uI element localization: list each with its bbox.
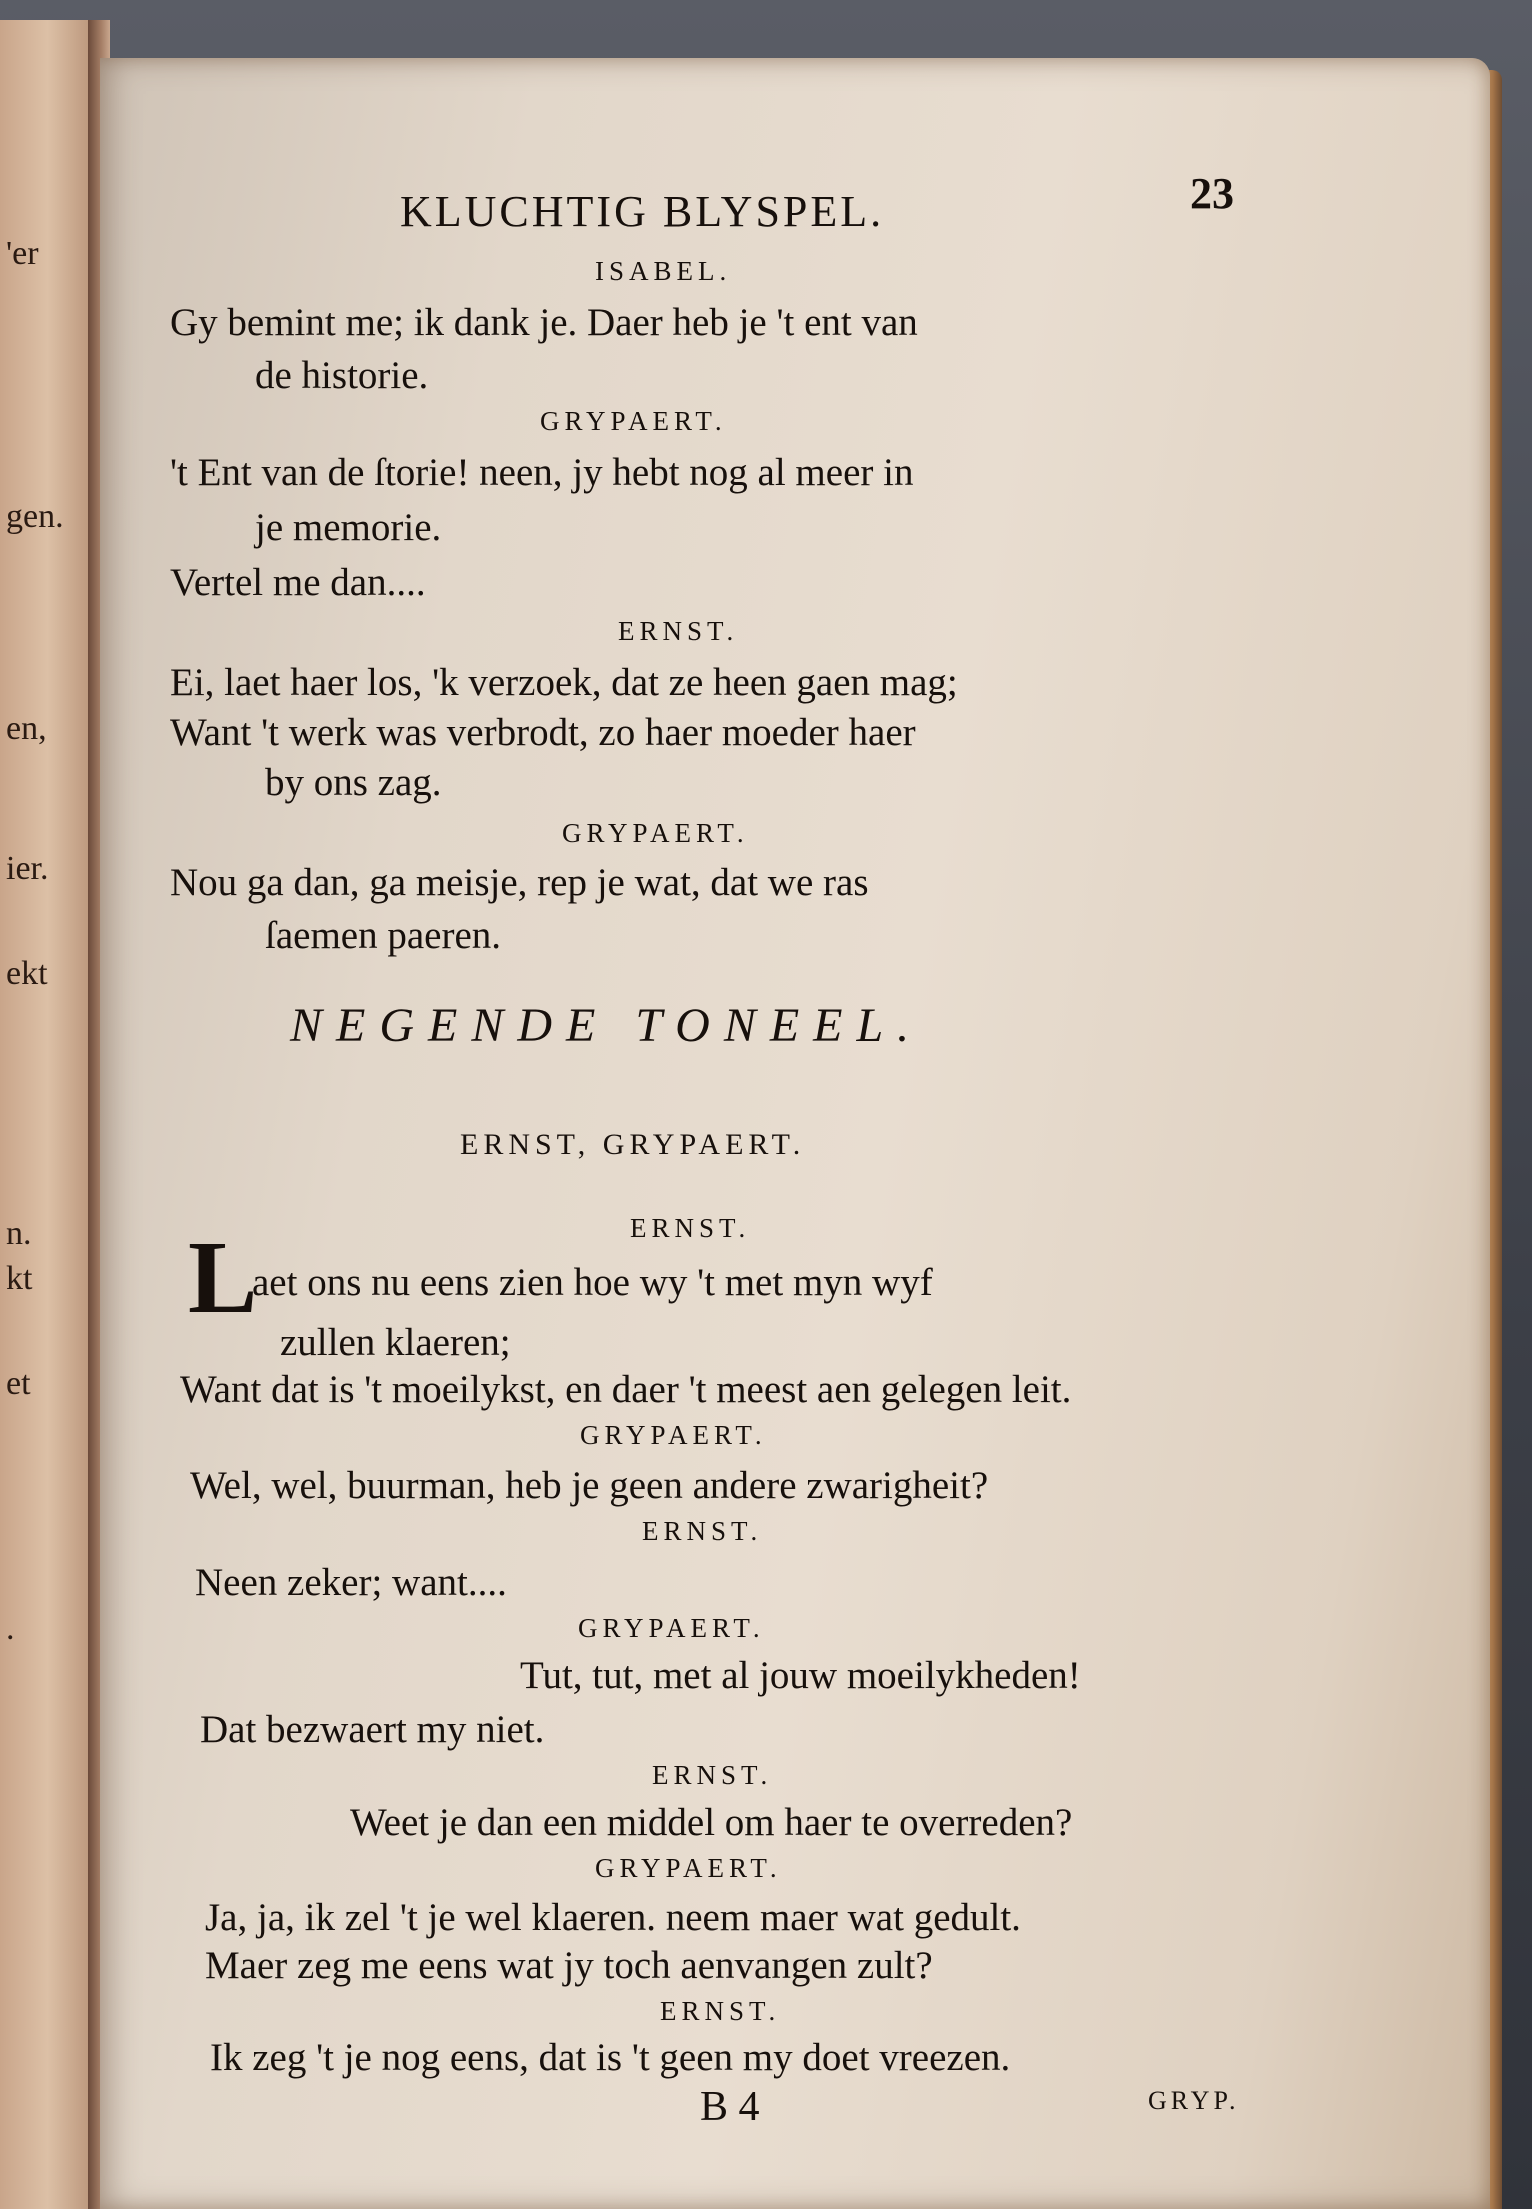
left-fragment: gen. [6, 498, 64, 535]
speaker-name: ERNST. [652, 1760, 773, 1790]
page-number: 23 [1190, 169, 1234, 218]
verse-line: Vertel me dan.... [170, 561, 426, 604]
speaker-name: GRYPAERT. [578, 1613, 765, 1643]
speaker-name: ERNST. [642, 1516, 763, 1546]
speaker-name: ISABEL. [595, 256, 732, 286]
verse-line: Wel, wel, buurman, heb je geen andere zwarigheit? [190, 1464, 989, 1507]
verse-line: Weet je dan een middel om haer te overreden? [350, 1801, 1073, 1844]
speaker-name: GRYPAERT. [580, 1420, 767, 1450]
left-fragment: et [6, 1365, 31, 1402]
verse-line: Nou ga dan, ga meisje, rep je wat, dat we ras [170, 861, 869, 904]
verse-line: Gy bemint me; ik dank je. Daer heb je 't ent van [170, 301, 918, 344]
scene-title: NEGENDE TONEEL. [290, 999, 924, 1052]
speaker-name: GRYPAERT. [540, 406, 727, 436]
left-fragment: 'er [6, 235, 39, 272]
left-page-edge [0, 20, 95, 2209]
verse-line: Tut, tut, met al jouw moeilykheden! [520, 1654, 1081, 1697]
running-head: KLUCHTIG BLYSPEL. [400, 187, 885, 236]
speaker-name: GRYPAERT. [595, 1853, 782, 1883]
left-fragment: kt [6, 1260, 33, 1297]
left-fragment: en, [6, 710, 47, 747]
verse-line: de historie. [255, 354, 429, 397]
scene-persons: ERNST, GRYPAERT. [460, 1128, 806, 1161]
verse-line: aet ons nu eens zien hoe wy 't met myn wyf [252, 1261, 933, 1304]
speaker-name: ERNST. [618, 616, 739, 646]
verse-line: Ei, laet haer los, 'k verzoek, dat ze heen gaen mag; [170, 661, 958, 704]
page-text [100, 58, 1490, 2209]
left-fragment: ier. [6, 850, 49, 887]
book-page [100, 58, 1490, 2209]
verse-line: 't Ent van de ſtorie! neen, jy hebt nog al meer in [170, 451, 914, 494]
verse-line: Ik zeg 't je nog eens, dat is 't geen my doet vreezen. [210, 2036, 1011, 2079]
verse-line: Maer zeg me eens wat jy toch aenvangen zult? [205, 1944, 933, 1987]
speaker-name: ERNST. [660, 1996, 781, 2026]
verse-line: by ons zag. [265, 761, 442, 804]
catchword: GRYP. [1148, 2086, 1240, 2115]
verse-line: Ja, ja, ik zel 't je wel klaeren. neem maer wat gedult. [205, 1896, 1021, 1939]
signature-mark: B 4 [700, 2084, 760, 2130]
verse-line: Dat bezwaert my niet. [200, 1708, 545, 1751]
left-fragment: ekt [6, 955, 48, 992]
speaker-name: ERNST. [630, 1213, 751, 1243]
verse-line: Want 't werk was verbrodt, zo haer moeder haer [170, 711, 916, 754]
speaker-name: GRYPAERT. [562, 818, 749, 848]
verse-line: ſaemen paeren. [265, 914, 502, 957]
verse-line: zullen klaeren; [280, 1321, 511, 1364]
verse-line: je memorie. [255, 506, 442, 549]
drop-cap: L [188, 1220, 258, 1335]
left-fragment: . [6, 1610, 15, 1647]
verse-line: Neen zeker; want.... [195, 1561, 507, 1604]
left-fragment: n. [6, 1215, 32, 1252]
verse-line: Want dat is 't moeilykst, en daer 't meest aen gelegen leit. [180, 1368, 1072, 1411]
